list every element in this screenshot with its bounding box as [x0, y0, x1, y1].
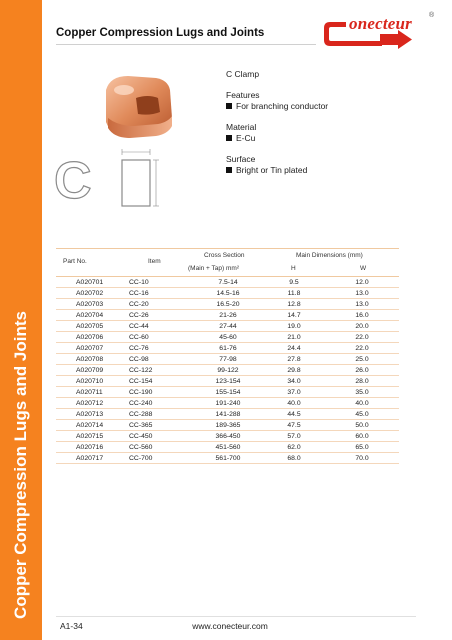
- table-row: [56, 332, 399, 343]
- cell-w: 40.0: [355, 400, 369, 407]
- table-row: [56, 409, 399, 420]
- cell-h: 24.4: [287, 345, 301, 352]
- cell-w: 22.0: [355, 345, 369, 352]
- cell-h: 12.8: [287, 301, 301, 308]
- table-row: [56, 431, 399, 442]
- cell-w: 20.0: [355, 323, 369, 330]
- cell-cross-section: 7.5-14: [218, 279, 238, 286]
- cell-w: 70.0: [355, 455, 369, 462]
- table-row: [56, 442, 399, 453]
- side-title: Copper Compression Lugs and Joints: [11, 311, 30, 619]
- table-row: [56, 420, 399, 431]
- cell-part-no: A020704: [76, 312, 104, 319]
- cell-h: 34.0: [287, 378, 301, 385]
- features-label: Features: [226, 90, 260, 100]
- cell-item: CC-76: [129, 345, 149, 352]
- page-title: Copper Compression Lugs and Joints: [56, 27, 265, 39]
- cell-h: 62.0: [287, 444, 301, 451]
- cell-part-no: A020706: [76, 334, 104, 341]
- drawing-c-letter: C: [54, 152, 92, 210]
- cell-cross-section: 21-26: [219, 312, 237, 319]
- cell-w: 65.0: [355, 444, 369, 451]
- cell-item: CC-240: [129, 400, 153, 407]
- cell-cross-section: 155-154: [215, 389, 241, 396]
- header-divider: [56, 44, 316, 45]
- cell-w: 16.0: [355, 312, 369, 319]
- page-number: A1-34: [60, 621, 83, 631]
- table-row: [56, 387, 399, 398]
- cell-cross-section: 77-98: [219, 356, 237, 363]
- cell-item: CC-44: [129, 323, 149, 330]
- cell-part-no: A020715: [76, 433, 104, 440]
- cell-cross-section: 561-700: [215, 455, 241, 462]
- registered-mark: ®: [429, 12, 435, 19]
- cell-item: CC-20: [129, 301, 149, 308]
- table-row: [56, 299, 399, 310]
- surface-item: [226, 165, 426, 176]
- table-row: [56, 354, 399, 365]
- cell-w: 25.0: [355, 356, 369, 363]
- cell-part-no: A020701: [76, 279, 104, 286]
- surface-label: Surface: [226, 154, 256, 164]
- cell-w: 35.0: [355, 389, 369, 396]
- cell-part-no: A020712: [76, 400, 104, 407]
- cell-part-no: A020707: [76, 345, 104, 352]
- cell-part-no: A020713: [76, 411, 104, 418]
- bullet-square-icon: [226, 103, 232, 109]
- spec-table: [56, 248, 399, 464]
- table-row: [56, 453, 399, 464]
- cell-h: 68.0: [287, 455, 301, 462]
- cell-w: 13.0: [355, 301, 369, 308]
- cell-part-no: A020714: [76, 422, 104, 429]
- cell-cross-section: 16.5-20: [216, 301, 240, 308]
- header-cross-section: Cross Section: [204, 252, 245, 259]
- footer-divider: [56, 616, 416, 617]
- cell-h: 14.7: [287, 312, 301, 319]
- cell-part-no: A020708: [76, 356, 104, 363]
- cell-cross-section: 45-60: [219, 334, 237, 341]
- surface-value: Bright or Tin plated: [236, 165, 308, 175]
- cell-item: CC-450: [129, 433, 153, 440]
- cell-part-no: A020710: [76, 378, 104, 385]
- cell-h: 11.8: [287, 290, 301, 297]
- table-row: [56, 321, 399, 332]
- table-row: [56, 288, 399, 299]
- cell-w: 13.0: [355, 290, 369, 297]
- cell-cross-section: 366-450: [215, 433, 241, 440]
- footer-url: www.conecteur.com: [192, 621, 268, 631]
- bullet-square-icon: [226, 167, 232, 173]
- cell-part-no: A020703: [76, 301, 104, 308]
- cell-item: CC-60: [129, 334, 149, 341]
- table-row: [56, 365, 399, 376]
- cell-cross-section: 61-76: [219, 345, 237, 352]
- cell-part-no: A020702: [76, 290, 104, 297]
- cell-h: 40.0: [287, 400, 301, 407]
- cell-part-no: A020705: [76, 323, 104, 330]
- header-w: W: [360, 265, 367, 272]
- material-label: Material: [226, 122, 257, 132]
- cell-w: 12.0: [355, 279, 369, 286]
- product-info: [226, 69, 426, 176]
- cell-item: CC-98: [129, 356, 149, 363]
- cell-item: CC-190: [129, 389, 153, 396]
- cell-h: 44.5: [287, 411, 301, 418]
- cell-h: 27.8: [287, 356, 301, 363]
- table-header: [56, 249, 399, 276]
- cell-part-no: A020717: [76, 455, 104, 462]
- cell-part-no: A020716: [76, 444, 104, 451]
- cell-cross-section: 99-122: [217, 367, 239, 374]
- side-band: [0, 0, 42, 640]
- cell-h: 9.5: [289, 279, 299, 286]
- cell-item: CC-288: [129, 411, 153, 418]
- cell-item: CC-122: [129, 367, 153, 374]
- cell-item: CC-560: [129, 444, 153, 451]
- header-cross-section-sub: (Main + Tap) mm²: [188, 265, 239, 272]
- cell-part-no: A020711: [76, 389, 103, 396]
- cell-item: CC-365: [129, 422, 153, 429]
- cell-cross-section: 189-365: [215, 422, 241, 429]
- cell-w: 26.0: [355, 367, 369, 374]
- cell-w: 28.0: [355, 378, 369, 385]
- cell-part-no: A020709: [76, 367, 104, 374]
- material-value: E-Cu: [236, 133, 256, 143]
- cell-cross-section: 14.5-16: [216, 290, 240, 297]
- cell-w: 60.0: [355, 433, 369, 440]
- table-row: [56, 343, 399, 354]
- cell-h: 37.0: [287, 389, 301, 396]
- table-row: [56, 277, 399, 288]
- cell-item: CC-26: [129, 312, 149, 319]
- cell-cross-section: 123-154: [215, 378, 241, 385]
- material-item: [226, 133, 426, 144]
- cell-w: 50.0: [355, 422, 369, 429]
- header-main-dimensions: Main Dimensions (mm): [296, 252, 363, 259]
- cell-cross-section: 451-560: [215, 444, 241, 451]
- brand-logo: [322, 12, 435, 54]
- product-name: C Clamp: [226, 69, 260, 79]
- cell-cross-section: 141-288: [215, 411, 241, 418]
- cell-item: CC-16: [129, 290, 149, 297]
- features-value: For branching conductor: [236, 101, 329, 111]
- features-item: [226, 101, 426, 112]
- cell-h: 21.0: [287, 334, 301, 341]
- cell-cross-section: 27-44: [219, 323, 237, 330]
- logo-wordmark: onecteur: [349, 14, 412, 33]
- table-row: [56, 398, 399, 409]
- cell-cross-section: 191-240: [215, 400, 241, 407]
- table-body: [56, 277, 399, 464]
- header-part-no: Part No.: [63, 258, 87, 265]
- cell-h: 29.8: [287, 367, 301, 374]
- cell-item: CC-154: [129, 378, 153, 385]
- header-item: Item: [148, 258, 161, 265]
- table-row: [56, 310, 399, 321]
- header-h: H: [291, 265, 296, 272]
- cell-h: 47.5: [287, 422, 301, 429]
- cell-w: 45.0: [355, 411, 369, 418]
- bullet-square-icon: [226, 135, 232, 141]
- cell-item: CC-10: [129, 279, 149, 286]
- cell-item: CC-700: [129, 455, 153, 462]
- cell-w: 22.0: [355, 334, 369, 341]
- table-row: [56, 376, 399, 387]
- cell-h: 19.0: [287, 323, 301, 330]
- cell-h: 57.0: [287, 433, 301, 440]
- technical-drawing: [50, 140, 180, 212]
